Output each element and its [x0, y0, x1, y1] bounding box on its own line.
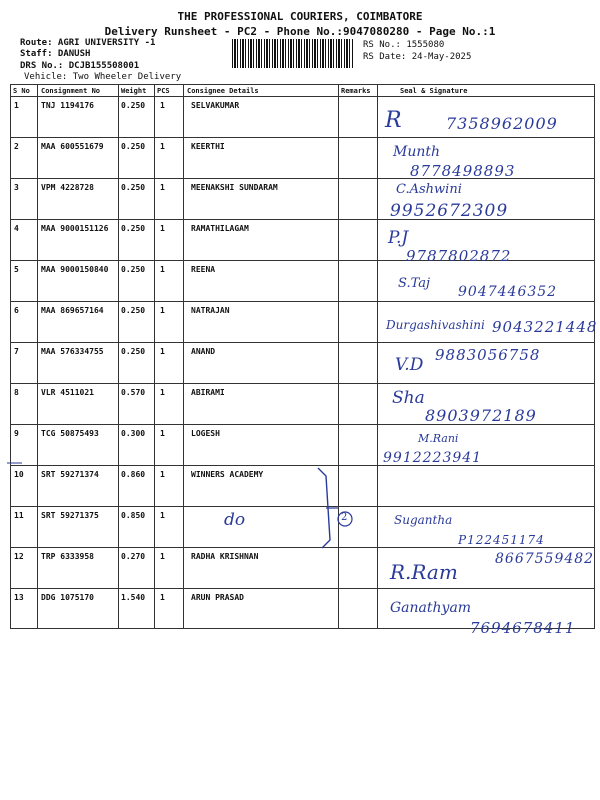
- handwritten-phone: 9047446352: [458, 284, 558, 300]
- row-weight: 0.570: [121, 388, 146, 397]
- company-title: THE PROFESSIONAL COURIERS, COIMBATORE: [177, 10, 423, 23]
- handwritten-phone: 9952672309: [390, 201, 509, 221]
- row-consignee: NATRAJAN: [191, 306, 230, 315]
- row-pcs: 1: [160, 388, 165, 397]
- row-consignee-handwritten: do: [224, 510, 246, 530]
- row-weight: 0.250: [121, 101, 146, 110]
- signature: M.Rani: [418, 432, 459, 445]
- row-consignment: SRT 59271375: [41, 511, 99, 520]
- row-weight: 1.540: [121, 593, 146, 602]
- signature: Durgashivashini: [386, 318, 485, 332]
- row-sno: 3: [14, 183, 19, 192]
- row-consignment: TCG 50875493: [41, 429, 99, 438]
- row-consignee: WINNERS ACADEMY: [191, 470, 264, 479]
- row-weight: 0.250: [121, 183, 146, 192]
- row-consignment: TNJ 1194176: [41, 101, 94, 110]
- row-weight: 0.250: [121, 347, 146, 356]
- col-header-remarks: Remarks: [341, 87, 371, 95]
- handwritten-phone: 8667559482: [495, 551, 595, 567]
- row-pcs: 1: [160, 306, 165, 315]
- row-consignment: SRT 59271374: [41, 470, 99, 479]
- row-consignee: ARUN PRASAD: [191, 593, 244, 602]
- runsheet-subtitle: Delivery Runsheet - PC2 - Phone No.:9047080280 - Page No.:1: [104, 25, 496, 38]
- signature: Sha: [392, 388, 425, 408]
- col-header-consignee: Consignee Details: [187, 87, 259, 95]
- signature: Sugantha: [394, 513, 453, 527]
- row-weight: 0.300: [121, 429, 146, 438]
- row-pcs: 1: [160, 511, 165, 520]
- row-consignment: MAA 576334755: [41, 347, 104, 356]
- remarks-mark: 2: [341, 512, 348, 523]
- row-pcs: 1: [160, 101, 165, 110]
- row-pcs: 1: [160, 183, 165, 192]
- row-weight: 0.860: [121, 470, 146, 479]
- row-consignee: LOGESH: [191, 429, 220, 438]
- row-pcs: 1: [160, 347, 165, 356]
- signature: P.J: [388, 228, 409, 248]
- signature: Ganathyam: [390, 600, 472, 616]
- handwritten-phone: 7358962009: [446, 114, 558, 133]
- row-consignment: MAA 600551679: [41, 142, 104, 151]
- row-sno: 2: [14, 142, 19, 151]
- row-consignment: DDG 1075170: [41, 593, 94, 602]
- row-pcs: 1: [160, 224, 165, 233]
- signature: V.D: [395, 355, 424, 375]
- row-weight: 0.250: [121, 224, 146, 233]
- row-weight: 0.270: [121, 552, 146, 561]
- rs-number: RS No.: 1555080: [363, 40, 445, 50]
- row-consignment: VPM 4228728: [41, 183, 94, 192]
- row-sno: 7: [14, 347, 19, 356]
- row-consignee: SELVAKUMAR: [191, 101, 240, 110]
- row-sno: 12: [14, 552, 24, 561]
- row-consignment: MAA 9000150840: [41, 265, 109, 274]
- row-pcs: 1: [160, 142, 165, 151]
- handwritten-phone: P122451174: [458, 533, 545, 547]
- row-sno: 11: [14, 511, 24, 520]
- row-consignee: ABIRAMI: [191, 388, 225, 397]
- signature: R.Ram: [390, 560, 458, 584]
- handwritten-phone: 9787802872: [406, 247, 512, 265]
- row-pcs: 1: [160, 470, 165, 479]
- signature: Munth: [393, 144, 441, 160]
- handwritten-phone: 7694678411: [470, 619, 576, 637]
- vehicle-label: Vehicle: Two Wheeler Delivery: [24, 72, 182, 82]
- col-header-pcs: PCS: [157, 87, 170, 95]
- row-sno: 9: [14, 429, 19, 438]
- col-header-sno: S No: [13, 87, 30, 95]
- row-weight: 0.250: [121, 265, 146, 274]
- col-header-weight: Weight: [121, 87, 147, 95]
- row-consignment: VLR 4511021: [41, 388, 94, 397]
- row-pcs: 1: [160, 593, 165, 602]
- row-sno: 10: [14, 470, 24, 479]
- row-consignee: REENA: [191, 265, 216, 274]
- row-pcs: 1: [160, 552, 165, 561]
- row-pcs: 1: [160, 429, 165, 438]
- row-sno: 6: [14, 306, 19, 315]
- col-header-signature: Seal & Signature: [400, 87, 468, 95]
- signature: C.Ashwini: [396, 182, 462, 197]
- route-label: Route: AGRI UNIVERSITY -1: [20, 38, 156, 48]
- row-consignment: MAA 9000151126: [41, 224, 109, 233]
- row-consignee: KEERTHI: [191, 142, 225, 151]
- row-weight: 0.250: [121, 306, 146, 315]
- row-consignment: MAA 869657164: [41, 306, 104, 315]
- handwritten-phone: 8903972189: [425, 406, 537, 425]
- row-pcs: 1: [160, 265, 165, 274]
- row-consignee: MEENAKSHI SUNDARAM: [191, 183, 278, 192]
- drs-number: DRS No.: DCJB155508001: [20, 61, 140, 71]
- row-sno: 1: [14, 101, 19, 110]
- handwritten-phone: 9883056758: [435, 346, 541, 364]
- row-consignment: TRP 6333958: [41, 552, 94, 561]
- row-sno: 4: [14, 224, 19, 233]
- handwritten-phone: 9912223941: [383, 450, 483, 466]
- row-consignee: RAMATHILAGAM: [191, 224, 249, 233]
- row-sno: 5: [14, 265, 19, 274]
- row-consignee: RADHA KRISHNAN: [191, 552, 259, 561]
- row-sno: 8: [14, 388, 19, 397]
- handwritten-phone: 8778498893: [410, 162, 516, 180]
- signature: R: [385, 108, 402, 133]
- row-weight: 0.850: [121, 511, 146, 520]
- row-consignee: ANAND: [191, 347, 216, 356]
- rs-date: RS Date: 24-May-2025: [363, 52, 472, 62]
- handwritten-phone: 9043221448: [492, 318, 598, 336]
- staff-label: Staff: DANUSH: [20, 49, 91, 59]
- signature: S.Taj: [398, 276, 431, 291]
- col-header-consignment: Consignment No: [41, 87, 101, 95]
- row-sno: 13: [14, 593, 24, 602]
- row-weight: 0.250: [121, 142, 146, 151]
